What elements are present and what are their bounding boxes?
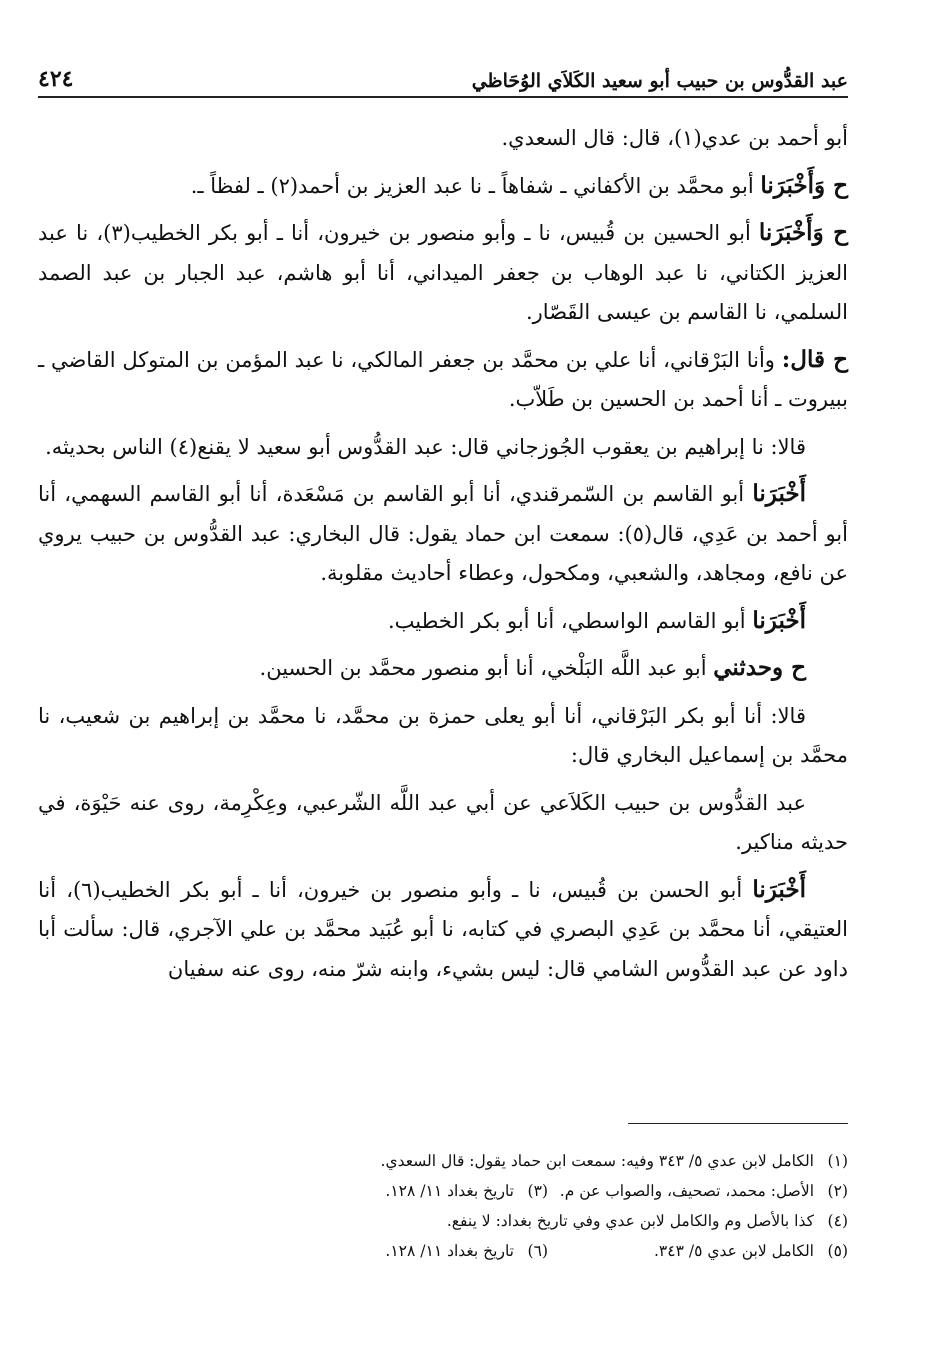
footnote-number: (٢) <box>827 1182 848 1200</box>
footnotes <box>38 1146 848 1266</box>
footnote-divider <box>628 1123 848 1124</box>
paragraph <box>38 340 848 420</box>
paragraph <box>38 696 848 776</box>
paragraph <box>38 474 848 594</box>
paragraph-text: أبو عبد اللَّه البَلْخي، أنا أبو منصور محمَّد بن الحسين. <box>259 656 707 680</box>
footnote-text: تاريخ بغداد ١١/ ١٢٨. <box>385 1182 514 1200</box>
footnote-number: (٦) <box>527 1242 548 1260</box>
paragraph-text: قالا: نا إبراهيم بن يعقوب الجُوزجاني قال: عبد القدُّوس أبو سعيد لا يقنع(٤) الناس بحديثه. <box>45 434 806 459</box>
footnote <box>381 1146 848 1176</box>
paragraph-lead: ح وحدثني <box>713 654 806 681</box>
paragraph-lead: أَخْبَرَنا <box>752 480 806 507</box>
footnote-row <box>38 1146 848 1176</box>
paragraph-text: أبو الحسين بن قُبيس، نا ـ وأبو منصور بن خيرون، أنا ـ أبو بكر الخطيب(٣)، نا عبد العزيز الكتاني، نا عبد الوهاب بن جعفر الميداني، أنا أبو هاشم، عبد الجبار بن عبد الصمد السلمي، نا القاسم بن عيسى القَصّار. <box>38 221 848 324</box>
main-text <box>38 118 848 996</box>
footnote-number: (٥) <box>827 1242 848 1260</box>
paragraph <box>38 213 848 333</box>
paragraph <box>38 118 848 159</box>
footnote <box>385 1236 548 1266</box>
paragraph-lead: ح قال: <box>781 345 848 373</box>
footnote-text: الكامل لابن عدي ٥/ ٣٤٣ وفيه: سمعت ابن حماد يقول: قال السعدي. <box>380 1152 814 1170</box>
paragraph <box>38 870 848 990</box>
footnote-text: تاريخ بغداد ١١/ ١٢٨. <box>385 1242 514 1260</box>
paragraph <box>38 783 848 863</box>
footnote-text: كذا بالأصل وم والكامل لابن عدي وفي تاريخ بغداد: لا ينفع. <box>446 1212 814 1230</box>
paragraph-text: أبو القاسم الواسطي، أنا أبو بكر الخطيب. <box>387 608 746 633</box>
footnote <box>548 1176 848 1206</box>
paragraph <box>38 427 848 468</box>
paragraph-lead: أَخْبَرَنا <box>752 875 806 903</box>
paragraph-text: عبد القدُّوس بن حبيب الكَلاَعي عن أبي عبد اللَّه الشّرعبي، وعِكْرِمة، روى عنه حَيْوَة، في حديثه مناكير. <box>38 790 848 854</box>
paragraph-text: أبو الحسن بن قُبيس، نا ـ وأبو منصور بن خيرون، أنا ـ أبو بكر الخطيب(٦)، أنا العتيقي، أنا محمَّد بن عَدِي البصري في كتابه، نا أبو عُبَيد محمَّد بن علي الآجري، قال: سألت أبا داود عن عبد القدُّوس الشامي قال: ليس بشيء، وابنه شرّ منه، روى عنه سفيان <box>38 877 848 981</box>
paragraph-text: أبو أحمد بن عدي(١)، قال: قال السعدي. <box>501 126 848 150</box>
page-header <box>38 58 848 98</box>
paragraph-text: أبو القاسم بن السّمرقندي، أنا أبو القاسم بن مَسْعَدة، أنا أبو القاسم السهمي، أنا أبو أحمد بن عَدِي، قال(٥): سمعت ابن حماد يقول: قال البخاري: عبد القدُّوس بن حبيب يروي عن نافع، ومجاهد، والشعبي، ومكحول، وعطاء أحاديث مقلوبة. <box>38 482 848 585</box>
footnote-text: الأصل: محمد، تصحيف، والصواب عن م. <box>559 1182 814 1200</box>
paragraph <box>38 166 848 207</box>
paragraph-text: وأنا البَرْقاني، أنا علي بن محمَّد بن جعفر المالكي، نا عبد المؤمن بن المتوكل القاضي ـ ببيروت ـ أنا أحمد بن الحسين بن طَلاّب. <box>38 347 848 411</box>
footnote-number: (٣) <box>527 1182 548 1200</box>
footnote-row <box>38 1236 848 1266</box>
running-title: عبد القدُّوس بن حبيب أبو سعيد الكَلاَي الوُحَاظي <box>471 70 848 92</box>
paragraph-lead: أَخْبَرَنا <box>752 606 806 634</box>
footnote-row <box>38 1176 848 1206</box>
footnote-number: (١) <box>827 1152 848 1170</box>
paragraph-lead: ح وَأَخْبَرَنا <box>760 171 848 199</box>
footnote-text: الكامل لابن عدي ٥/ ٣٤٣. <box>653 1242 814 1260</box>
paragraph <box>38 601 848 642</box>
footnote <box>548 1236 848 1266</box>
paragraph-text: أبو محمَّد بن الأكفاني ـ شفاهاً ـ نا عبد العزيز بن أحمد(٢) ـ لفظاً ـ. <box>190 173 754 198</box>
paragraph-lead: ح وَأَخْبَرَنا <box>758 219 848 246</box>
footnote-row <box>38 1206 848 1236</box>
footnote <box>385 1176 548 1206</box>
footnote-number: (٤) <box>827 1212 848 1230</box>
page-number: ٤٢٤ <box>38 66 74 92</box>
paragraph <box>38 648 848 689</box>
paragraph-text: قالا: أنا أبو بكر البَرْقاني، أنا أبو يعلى حمزة بن محمَّد، نا محمَّد بن إبراهيم بن شعيب، نا محمَّد بن إسماعيل البخاري قال: <box>38 703 848 767</box>
footnote <box>447 1206 848 1236</box>
